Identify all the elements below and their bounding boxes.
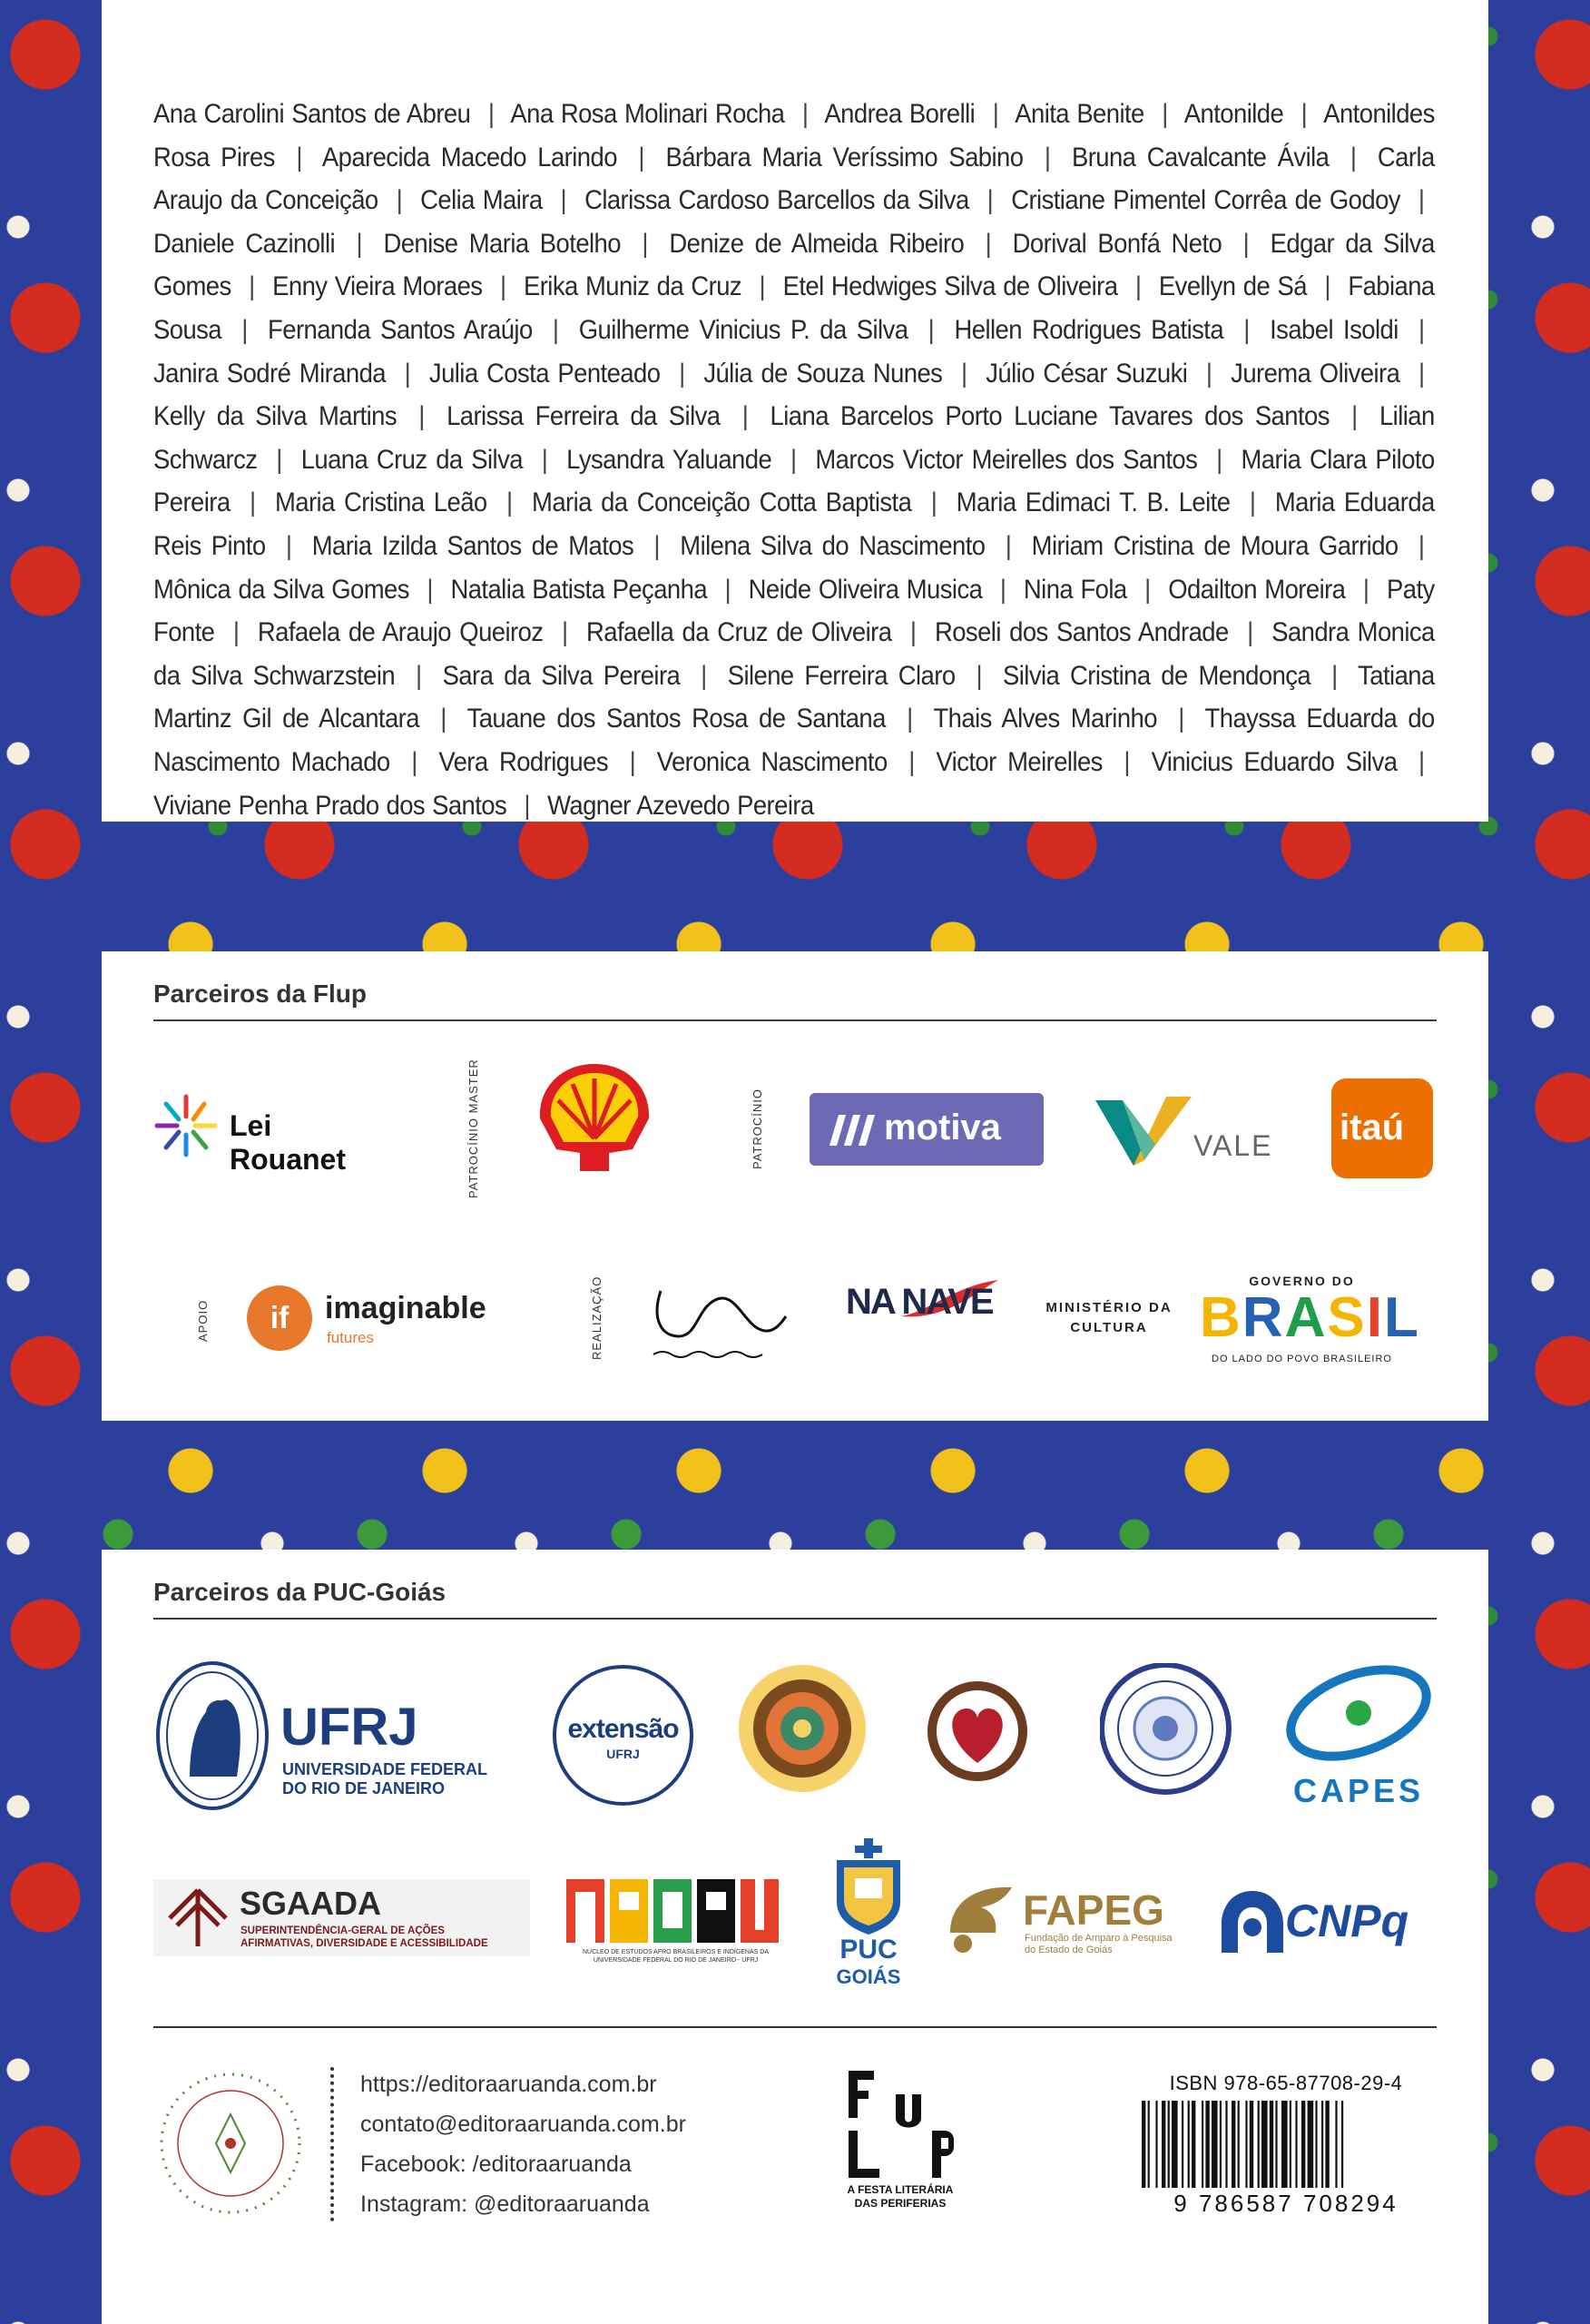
contributor-name: Lysandra Yaluande <box>566 444 772 475</box>
contributor-name: Larissa Ferreira da Silva <box>447 401 721 432</box>
minerva-seal-icon <box>153 1659 271 1813</box>
puc-text: PUC <box>839 1935 898 1965</box>
contact-list <box>360 2064 686 2224</box>
mandala-seal-icon <box>737 1663 869 1795</box>
name-separator: | <box>724 574 731 605</box>
contributor-name: Aparecida Macedo Larindo <box>321 142 617 172</box>
label-patrocinio: PATROCÍNIO <box>751 1088 764 1169</box>
fapeg-logo <box>941 1875 1182 1961</box>
programa-pos-graduacao-logo <box>1100 1663 1232 1795</box>
contributor-name: Julia Costa Penteado <box>428 358 661 389</box>
contributor-name: Nina Fola <box>1023 574 1127 605</box>
name-separator: | <box>801 99 809 129</box>
contributor-name: Celia Maira <box>420 185 543 216</box>
ministerio-line2: CULTURA <box>1070 1320 1148 1335</box>
contributor-name: Miriam Cristina de Moura Garrido <box>1031 530 1399 561</box>
contributor-name: Sara da Silva Pereira <box>442 660 681 691</box>
barcode-bar <box>1321 2101 1323 2188</box>
name-separator: | <box>1324 271 1330 302</box>
website-link[interactable]: https://editoraaruanda.com.br <box>360 2072 657 2097</box>
contributor-name: Roseli dos Santos Andrade <box>934 617 1229 648</box>
name-separator: | <box>561 617 568 648</box>
name-separator: | <box>653 530 660 561</box>
contributor-name: Andrea Borelli <box>824 99 976 129</box>
isbn-barcode <box>1136 2072 1436 2226</box>
barcode-bar <box>1335 2101 1337 2188</box>
contributor-name: Luana Cruz da Silva <box>300 444 523 475</box>
contributor-name: Denise Maria Botelho <box>383 228 621 259</box>
footer-divider <box>153 2026 1437 2028</box>
fapeg-sub-line1: Fundação de Amparo à Pesquisa <box>1025 1933 1173 1944</box>
fundamentos-seal-icon <box>156 2069 306 2219</box>
flup-logo <box>841 2067 986 2221</box>
name-separator: | <box>1350 142 1357 172</box>
contributor-name: Isabel Isoldi <box>1270 314 1399 345</box>
name-separator: | <box>1418 185 1425 216</box>
sgaada-text: SGAADA <box>240 1885 382 1922</box>
barcode-bar <box>1301 2101 1305 2188</box>
name-separator: | <box>1243 314 1250 345</box>
contributor-name: Anita Benite <box>1015 99 1144 129</box>
nave-text: NA NAVE <box>846 1282 993 1322</box>
brasil-letter: S <box>1327 1286 1367 1349</box>
name-separator: | <box>1216 444 1222 475</box>
instagram-link[interactable]: Instagram: @editoraaruanda <box>360 2191 650 2217</box>
barcode-bar <box>1250 2101 1253 2188</box>
label-apoio: APOIO <box>196 1299 210 1342</box>
name-separator: | <box>499 271 506 302</box>
itau-logo <box>1331 1078 1433 1178</box>
contributor-name: Mônica da Silva Gomes <box>153 574 409 605</box>
name-separator: | <box>249 487 256 518</box>
brasil-letter: R <box>1242 1286 1285 1349</box>
shell-icon <box>533 1059 656 1177</box>
flup-sub-line2: DAS PERIFERIAS <box>854 2197 947 2210</box>
dotted-separator <box>330 2067 334 2221</box>
puc-partners-title: Parceiros da PUC-Goiás <box>153 1578 1437 1620</box>
motiva-text: motiva <box>884 1108 1001 1147</box>
barcode-bar <box>1281 2101 1288 2188</box>
fapeg-mark-icon <box>941 1878 1019 1956</box>
name-separator: | <box>908 746 915 777</box>
contributor-name: Lilian Schwarcz <box>153 401 1435 475</box>
vale-text: VALE <box>1193 1129 1273 1162</box>
heart-seal-icon <box>905 1659 1050 1804</box>
name-separator: | <box>1178 704 1184 734</box>
brasil-letter: A <box>1284 1286 1328 1349</box>
ufrj-logo <box>153 1659 535 1813</box>
contributor-name: Liana Barcelos Porto Luciane Tavares dos Santos <box>770 401 1330 432</box>
name-separator: | <box>1418 746 1425 777</box>
cnpq-logo <box>1218 1886 1436 1958</box>
governo-brasil-logo <box>1200 1274 1420 1372</box>
brasil-letter: I <box>1366 1286 1384 1349</box>
tree-mark-icon <box>161 1886 235 1950</box>
imaginable-text: imaginable <box>325 1291 486 1325</box>
fapeg-text: FAPEG <box>1023 1886 1164 1934</box>
contributor-name: Veronica Nascimento <box>656 746 888 777</box>
contributor-name: Jurema Oliveira <box>1231 358 1400 389</box>
barcode-bar <box>1188 2101 1190 2188</box>
flup-letters-icon <box>841 2067 986 2181</box>
contributor-name: Maria Clara Piloto Pereira <box>153 444 1435 518</box>
barcode-bar <box>1295 2101 1297 2188</box>
name-separator: | <box>241 314 248 345</box>
contributor-name: Vera Rodrigues <box>438 746 608 777</box>
flup-sub-line1: A FESTA LITERÁRIA <box>847 2183 954 2196</box>
contributor-name: Guilherme Vinicius P. da Silva <box>578 314 908 345</box>
contributors-panel <box>102 0 1488 822</box>
contributor-name: Evellyn de Sá <box>1158 271 1307 302</box>
contributor-name: Janira Sodré Miranda <box>153 358 386 389</box>
sgaada-sub-line2: AFIRMATIVAS, DIVERSIDADE E ACESSIBILIDADE <box>240 1938 488 1949</box>
isbn-number: 9 786587 708294 <box>1173 2190 1399 2217</box>
contributor-name: Ana Rosa Molinari Rocha <box>510 99 785 129</box>
name-separator: | <box>487 99 495 129</box>
contributor-name: Natalia Batista Peçanha <box>450 574 708 605</box>
ministerio-line1: MINISTÉRIO DA <box>1045 1300 1173 1315</box>
name-separator: | <box>396 185 403 216</box>
contributor-name: Edgar da Silva Gomes <box>153 228 1435 302</box>
name-separator: | <box>552 314 559 345</box>
name-separator: | <box>1418 358 1425 389</box>
puc-goias-logo <box>819 1838 923 2002</box>
barcode-bar <box>1238 2101 1240 2188</box>
contributor-name: Maria Edimaci T. B. Leite <box>956 487 1231 518</box>
contributor-name: Bruna Cavalcante Ávila <box>1071 142 1330 172</box>
contributor-name: Antonildes Rosa Pires <box>153 99 1435 172</box>
name-separator: | <box>679 358 685 389</box>
name-separator: | <box>411 746 417 777</box>
imaginable-futures-logo <box>247 1284 510 1356</box>
contributor-name: Tatiana Martinz Gil de Alcantara <box>153 660 1435 734</box>
name-separator: | <box>1134 271 1142 302</box>
lei-rouanet-logo <box>152 1089 388 1176</box>
barcode-bar <box>1258 2101 1260 2188</box>
contributor-name: Odailton Moreira <box>1168 574 1346 605</box>
name-separator: | <box>1351 401 1358 432</box>
motiva-mark-icon <box>829 1115 878 1146</box>
name-separator: | <box>907 704 913 734</box>
lei-rouanet-text: Lei Rouanet <box>230 1109 346 1176</box>
name-separator: | <box>986 185 994 216</box>
contributor-name: Milena Silva do Nascimento <box>680 530 986 561</box>
name-separator: | <box>992 99 999 129</box>
contributor-name: Antonilde <box>1183 99 1284 129</box>
barcode-bar <box>1162 2101 1165 2188</box>
vale-v-icon <box>1095 1097 1195 1169</box>
barcode-bar <box>1225 2101 1227 2188</box>
barcode-bar <box>1245 2101 1247 2188</box>
name-separator: | <box>285 530 292 561</box>
imaginable-mark-icon: if <box>247 1285 312 1351</box>
contributor-name: Júlio César Suzuki <box>986 358 1188 389</box>
name-separator: | <box>1418 314 1425 345</box>
isbn-label: ISBN 978-65-87708-29-4 <box>1169 2072 1403 2094</box>
barcode-bar <box>1315 2101 1317 2188</box>
name-separator: | <box>560 185 567 216</box>
name-separator: | <box>961 358 967 389</box>
fapeg-subtext <box>1025 1933 1173 1956</box>
barcode-bar <box>1290 2101 1291 2188</box>
contributor-name: Ana Carolini Santos de Abreu <box>153 99 471 129</box>
barcode-bar <box>1275 2101 1277 2188</box>
imaginable-subtext: futures <box>327 1329 374 1346</box>
governo-top-text: GOVERNO DO <box>1249 1274 1355 1288</box>
starburst-icon <box>152 1091 221 1160</box>
barcode-bar <box>1220 2101 1222 2188</box>
name-separator: | <box>541 444 548 475</box>
fundamentos-axe-logo <box>156 2069 306 2219</box>
neabi-subtext: NÚCLEO DE ESTUDOS AFRO BRASILEIROS E INDÍGENAS DA UNIVERSIDADE FEDERAL DO RIO DE JANEIRO - UFRJ <box>583 1949 769 1964</box>
contributor-name: Dorival Bonfá Neto <box>1012 228 1222 259</box>
name-separator: | <box>1144 574 1151 605</box>
orbit-icon <box>1281 1657 1436 1770</box>
flup-partners-panel <box>102 951 1488 1421</box>
name-separator: | <box>1044 142 1051 172</box>
barcode-bar <box>1308 2101 1314 2188</box>
label-realizacao: REALIZAÇÃO <box>590 1275 604 1360</box>
suave-logo <box>643 1264 797 1373</box>
name-separator: | <box>249 271 255 302</box>
contributor-name: Rafaella da Cruz de Oliveira <box>586 617 892 648</box>
brasil-letter: L <box>1383 1286 1420 1349</box>
barcode-bar <box>1202 2101 1203 2188</box>
barcode-bar <box>1155 2101 1157 2188</box>
name-separator: | <box>701 660 707 691</box>
contributor-name: Clarissa Cardoso Barcellos da Silva <box>584 185 969 216</box>
name-separator: | <box>1205 358 1212 389</box>
cnpq-text: CNPq <box>1285 1896 1409 1946</box>
contributor-name: Júlia de Souza Nunes <box>703 358 943 389</box>
flup-subtext <box>841 2183 959 2211</box>
name-separator: | <box>930 487 937 518</box>
name-separator: | <box>1249 487 1256 518</box>
brasil-wordmark <box>1200 1286 1420 1349</box>
name-separator: | <box>356 228 363 259</box>
name-separator: | <box>928 314 935 345</box>
ufrj-text: UFRJ <box>280 1698 418 1757</box>
email-link[interactable]: contato@editoraaruanda.com.br <box>360 2112 686 2137</box>
contributor-name: Silvia Cristina de Mendonça <box>1003 660 1311 691</box>
contributor-name: Maria da Conceição Cotta Baptista <box>532 487 912 518</box>
na-nave-logo <box>846 1276 1000 1364</box>
contributor-name: Hellen Rodrigues Batista <box>954 314 1224 345</box>
barcode-bar <box>1270 2101 1273 2188</box>
name-separator: | <box>1362 574 1369 605</box>
facebook-link[interactable]: Facebook: /editoraaruanda <box>360 2152 632 2177</box>
barcode-bar <box>1205 2101 1209 2188</box>
barcode-bar <box>1148 2101 1150 2188</box>
contributor-name: Erika Muniz da Cruz <box>523 271 742 302</box>
name-separator: | <box>506 487 513 518</box>
contributor-name: Sandra Monica da Silva Schwarzstein <box>153 617 1435 691</box>
name-separator: | <box>741 401 749 432</box>
contributor-name: Silene Ferreira Claro <box>727 660 956 691</box>
name-separator: | <box>1242 228 1250 259</box>
contributor-name: Vinicius Eduardo Silva <box>1151 746 1398 777</box>
name-separator: | <box>638 142 644 172</box>
barcode-bar <box>1232 2101 1235 2188</box>
capes-text: CAPES <box>1292 1772 1425 1809</box>
sgaada-logo <box>153 1879 530 1956</box>
contributor-name: Carla Araujo da Conceição <box>153 142 1435 216</box>
contributor-name: Etel Hedwiges Silva de Oliveira <box>782 271 1118 302</box>
contributor-name: Thayssa Eduarda do Nascimento Machado <box>153 704 1435 777</box>
barcode-icon <box>1138 2101 1434 2188</box>
ufrj-subtext <box>282 1760 487 1798</box>
suave-script-icon <box>643 1264 797 1373</box>
cnpq-mark-icon <box>1218 1887 1287 1956</box>
name-separator: | <box>416 660 422 691</box>
contributor-name: Viviane Penha Prado dos Santos <box>153 790 507 821</box>
name-separator: | <box>1418 530 1425 561</box>
name-separator: | <box>296 142 302 172</box>
contributor-name: Bárbara Maria Veríssimo Sabino <box>665 142 1024 172</box>
name-separator: | <box>642 228 648 259</box>
brasil-letter: B <box>1200 1286 1242 1349</box>
contributor-name: Tauane dos Santos Rosa de Santana <box>466 704 886 734</box>
neabi-logo <box>564 1872 787 1963</box>
contributor-name: Fabiana Sousa <box>153 271 1435 345</box>
barcode-bar <box>1325 2101 1329 2188</box>
ufrj-sub-line1: UNIVERSIDADE FEDERAL <box>282 1760 488 1778</box>
name-separator: | <box>1300 99 1308 129</box>
contributor-name: Fernanda Santos Araújo <box>268 314 533 345</box>
barcode-bar <box>1172 2101 1178 2188</box>
contributor-name: Marcos Victor Meirelles dos Santos <box>815 444 1198 475</box>
contributor-name: Denize de Almeida Ribeiro <box>669 228 965 259</box>
contributor-name: Maria Izilda Santos de Matos <box>311 530 634 561</box>
itau-text: itaú <box>1340 1108 1405 1147</box>
extensao-subtext: UFRJ <box>606 1747 640 1761</box>
extensao-ufrj-logo <box>553 1665 693 1806</box>
contributor-name: Neide Oliveira Musica <box>748 574 983 605</box>
contributor-name: Rafaela de Araujo Queiroz <box>257 617 544 648</box>
barcode-bar <box>1182 2101 1183 2188</box>
name-separator: | <box>524 790 530 821</box>
name-separator: | <box>1331 660 1338 691</box>
ufrj-sub-line2: DO RIO DE JANEIRO <box>282 1779 446 1797</box>
puc-subtext: GOIÁS <box>836 1965 901 1988</box>
sgaada-subtext <box>240 1925 488 1950</box>
barcode-bar <box>1192 2101 1195 2188</box>
name-separator: | <box>276 444 282 475</box>
name-separator: | <box>999 574 1006 605</box>
contributors-list <box>153 93 1435 827</box>
name-separator: | <box>790 444 797 475</box>
name-separator: | <box>404 358 411 389</box>
round-seal-logo <box>737 1663 869 1795</box>
ministerio-cultura-logo <box>1036 1298 1182 1353</box>
name-separator: | <box>232 617 240 648</box>
name-separator: | <box>427 574 433 605</box>
contributor-name: Maria Cristina Leão <box>274 487 487 518</box>
vale-logo <box>1095 1097 1277 1169</box>
contributor-name: Maria Eduarda Reis Pinto <box>153 487 1435 561</box>
name-separator: | <box>985 228 992 259</box>
extensao-text: extensão <box>567 1714 679 1744</box>
name-separator: | <box>629 746 636 777</box>
barcode-bar <box>1142 2101 1145 2188</box>
barcode-bar <box>1261 2101 1268 2188</box>
puc-partners-panel <box>102 1550 1488 2324</box>
shell-logo <box>533 1059 656 1177</box>
governo-bottom-text: DO LADO DO POVO BRASILEIRO <box>1212 1354 1392 1364</box>
contributor-name: Daniele Cazinolli <box>153 228 336 259</box>
contributor-name: Thais Alves Marinho <box>933 704 1157 734</box>
sgaada-sub-line1: SUPERINTENDÊNCIA-GERAL DE AÇÕES <box>240 1925 445 1936</box>
flup-partners-title: Parceiros da Flup <box>153 980 1437 1021</box>
contributor-name: Cristiane Pimentel Corrêa de Godoy <box>1011 185 1400 216</box>
contributor-name: Paty Fonte <box>153 574 1435 648</box>
fapeg-sub-line2: do Estado de Goiás <box>1025 1945 1113 1955</box>
name-separator: | <box>976 660 983 691</box>
rede-mulheres-logo <box>905 1659 1050 1804</box>
contributor-name: Enny Vieira Moraes <box>272 271 483 302</box>
contributor-name: Wagner Azevedo Pereira <box>547 790 814 821</box>
contributor-name: Victor Meirelles <box>936 746 1103 777</box>
barcode-bar <box>1341 2101 1343 2188</box>
name-separator: | <box>440 704 447 734</box>
name-separator: | <box>1124 746 1130 777</box>
barcode-bar <box>1212 2101 1218 2188</box>
capes-logo <box>1281 1657 1436 1811</box>
motiva-logo <box>810 1093 1044 1166</box>
label-patrocinio-master: PATROCÍNIO MASTER <box>466 1059 480 1198</box>
barcode-bar <box>1168 2101 1170 2188</box>
name-separator: | <box>759 271 766 302</box>
name-separator: | <box>418 401 425 432</box>
program-seal-icon <box>1100 1663 1232 1795</box>
contributor-name: Kelly da Silva Martins <box>153 401 398 432</box>
puc-crest-icon <box>819 1838 918 1935</box>
name-separator: | <box>909 617 917 648</box>
name-separator: | <box>1162 99 1168 129</box>
neabi-letters-icon <box>564 1872 787 1946</box>
name-separator: | <box>1005 530 1012 561</box>
name-separator: | <box>1247 617 1253 648</box>
